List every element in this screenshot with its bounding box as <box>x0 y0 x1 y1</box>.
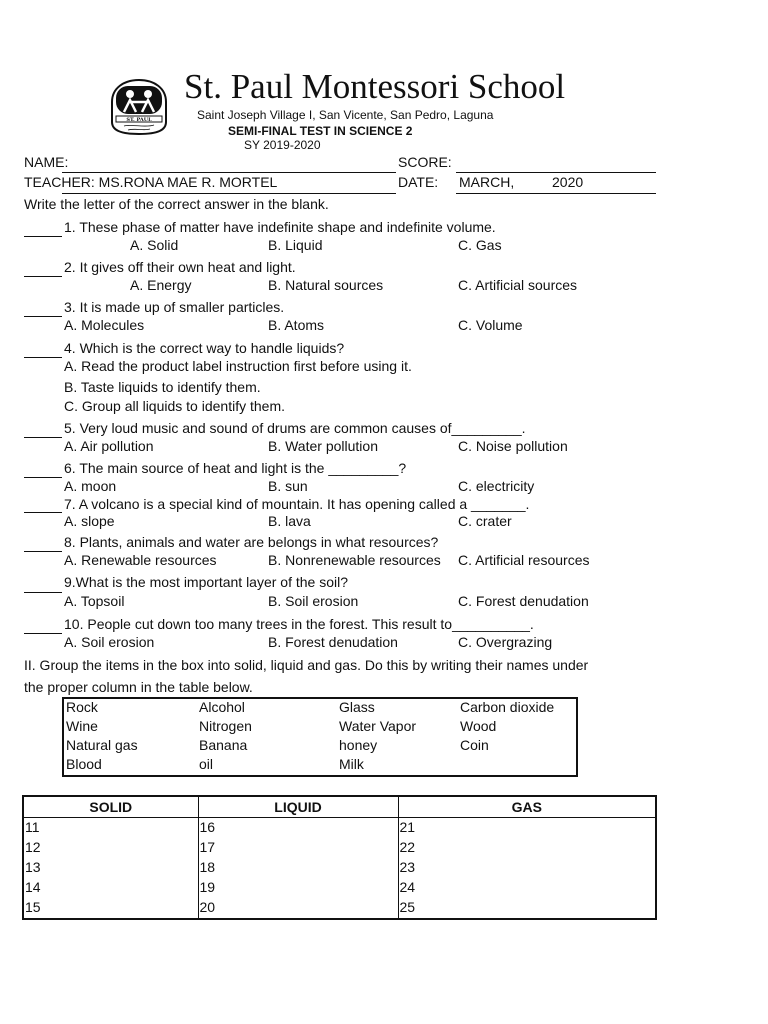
item-row <box>63 718 577 737</box>
answer-blank-3[interactable] <box>24 316 62 317</box>
item-cell: Alcohol <box>199 699 245 715</box>
item-cell: Banana <box>199 737 248 753</box>
school-address: Saint Joseph Village I, San Vicente, San Pedro, Laguna <box>197 108 494 122</box>
score-label: SCORE: <box>398 154 452 170</box>
column-header-liquid: LIQUID <box>198 796 398 818</box>
answer-cell[interactable]: 20 <box>198 898 398 919</box>
item-cell: oil <box>199 756 214 772</box>
q8-choice-c: C. Artificial resources <box>458 552 590 568</box>
question-8: 8. Plants, animals and water are belongs in what resources? <box>64 534 439 550</box>
table-row <box>23 858 656 878</box>
q1-choice-b: B. Liquid <box>268 237 323 253</box>
question-1: 1. These phase of matter have indefinite shape and indefinite volume. <box>64 219 496 235</box>
item-cell: honey <box>339 737 378 753</box>
name-label: NAME: <box>24 154 69 170</box>
table-row <box>23 898 656 919</box>
q7-choice-a: A. slope <box>64 513 115 529</box>
answer-blank-6[interactable] <box>24 477 62 478</box>
column-header-gas: GAS <box>398 796 656 818</box>
question-10: 10. People cut down too many trees in the forest. This result to__________. <box>64 616 534 632</box>
answer-cell[interactable]: 25 <box>398 898 656 919</box>
item-cell: Wood <box>460 718 497 734</box>
item-cell: Water Vapor <box>339 718 417 734</box>
date-month: MARCH, <box>459 174 515 190</box>
item-box <box>62 697 578 777</box>
question-2: 2. It gives off their own heat and light. <box>64 259 296 275</box>
answer-blank-8[interactable] <box>24 551 62 552</box>
answer-cell[interactable]: 22 <box>398 838 656 858</box>
q10-choice-a: A. Soil erosion <box>64 634 155 650</box>
column-header-solid: SOLID <box>23 796 198 818</box>
table-row <box>23 838 656 858</box>
teacher-underline <box>62 193 396 194</box>
question-6: 6. The main source of heat and light is the _________? <box>64 460 407 476</box>
item-cell: Rock <box>66 699 98 715</box>
answer-cell[interactable]: 16 <box>198 818 398 839</box>
answer-cell[interactable]: 19 <box>198 878 398 898</box>
question-4: 4. Which is the correct way to handle liquids? <box>64 340 345 356</box>
q8-choice-b: B. Nonrenewable resources <box>268 552 441 568</box>
part2-instruction-line2: the proper column in the table below. <box>24 679 253 695</box>
q9-choice-b: B. Soil erosion <box>268 593 359 609</box>
item-cell: Glass <box>339 699 375 715</box>
answer-cell[interactable]: 11 <box>23 818 198 839</box>
item-row <box>63 756 577 776</box>
answer-blank-10[interactable] <box>24 633 62 634</box>
answer-blank-4[interactable] <box>24 357 62 358</box>
teacher-label: TEACHER: MS.RONA MAE R. MORTEL <box>24 174 278 190</box>
svg-text:ST. PAUL: ST. PAUL <box>126 117 152 123</box>
item-row <box>63 737 577 756</box>
test-title: SEMI-FINAL TEST IN SCIENCE 2 <box>228 124 413 138</box>
q10-choice-b: B. Forest denudation <box>268 634 398 650</box>
answer-cell[interactable]: 17 <box>198 838 398 858</box>
q8-choice-a: A. Renewable resources <box>64 552 217 568</box>
q5-choice-b: B. Water pollution <box>268 438 378 454</box>
q3-choice-b: B. Atoms <box>268 317 325 333</box>
answer-blank-5[interactable] <box>24 437 62 438</box>
name-field[interactable] <box>62 172 396 173</box>
question-5: 5. Very loud music and sound of drums are common causes of_________. <box>64 420 526 436</box>
answer-blank-1[interactable] <box>24 236 62 237</box>
q2-choice-c: C. Artificial sources <box>458 277 578 293</box>
q4-choice-b: B. Taste liquids to identify them. <box>64 379 261 395</box>
date-label: DATE: <box>398 174 439 190</box>
answer-cell[interactable]: 18 <box>198 858 398 878</box>
part2-instruction-line1: II. Group the items in the box into solid, liquid and gas. Do this by writing their names under <box>24 657 589 673</box>
question-7: 7. A volcano is a special kind of mountain. It has opening called a _______. <box>64 496 530 512</box>
answer-blank-7[interactable] <box>24 512 62 513</box>
answer-cell[interactable]: 14 <box>23 878 198 898</box>
q5-choice-a: A. Air pollution <box>64 438 154 454</box>
q7-choice-c: C. crater <box>458 513 512 529</box>
q3-choice-a: A. Molecules <box>64 317 145 333</box>
q9-choice-c: C. Forest denudation <box>458 593 589 609</box>
q6-choice-a: A. moon <box>64 478 117 494</box>
item-cell: Natural gas <box>66 737 138 753</box>
item-row <box>63 698 577 718</box>
date-year: 2020 <box>552 174 584 190</box>
answer-cell[interactable]: 13 <box>23 858 198 878</box>
answer-blank-9[interactable] <box>24 592 62 593</box>
table-row <box>23 818 656 839</box>
table-row <box>23 878 656 898</box>
q6-choice-c: C. electricity <box>458 478 535 494</box>
q6-choice-b: B. sun <box>268 478 308 494</box>
q2-choice-a: A. Energy <box>130 277 192 293</box>
question-3: 3. It is made up of smaller particles. <box>64 299 285 315</box>
item-cell: Blood <box>66 756 102 772</box>
item-cell: Coin <box>460 737 489 753</box>
school-logo <box>110 78 168 136</box>
answer-cell[interactable]: 24 <box>398 878 656 898</box>
item-cell: Carbon dioxide <box>460 699 555 715</box>
item-cell <box>458 756 577 776</box>
classification-table <box>22 795 657 920</box>
q4-choice-c: C. Group all liquids to identify them. <box>64 398 285 414</box>
q10-choice-c: C. Overgrazing <box>458 634 553 650</box>
item-cell: Wine <box>66 718 98 734</box>
question-9: 9.What is the most important layer of the soil? <box>64 574 349 590</box>
item-cell: Nitrogen <box>199 718 252 734</box>
answer-cell[interactable]: 15 <box>23 898 198 919</box>
answer-cell[interactable]: 21 <box>398 818 656 839</box>
q9-choice-a: A. Topsoil <box>64 593 125 609</box>
item-cell: Milk <box>339 756 364 772</box>
answer-cell[interactable]: 12 <box>23 838 198 858</box>
q1-choice-c: C. Gas <box>458 237 502 253</box>
school-name: St. Paul Montessori School <box>184 67 566 106</box>
table-header-row <box>23 796 656 818</box>
answer-cell[interactable]: 23 <box>398 858 656 878</box>
answer-blank-2[interactable] <box>24 276 62 277</box>
date-field[interactable] <box>456 193 656 194</box>
q1-choice-a: A. Solid <box>130 237 179 253</box>
q4-choice-a: A. Read the product label instruction first before using it. <box>64 358 412 374</box>
q5-choice-c: C. Noise pollution <box>458 438 568 454</box>
q3-choice-c: C. Volume <box>458 317 523 333</box>
q2-choice-b: B. Natural sources <box>268 277 384 293</box>
q7-choice-b: B. lava <box>268 513 311 529</box>
score-field[interactable] <box>456 172 656 173</box>
part1-instruction: Write the letter of the correct answer in the blank. <box>24 196 329 212</box>
school-year: SY 2019-2020 <box>244 138 321 152</box>
